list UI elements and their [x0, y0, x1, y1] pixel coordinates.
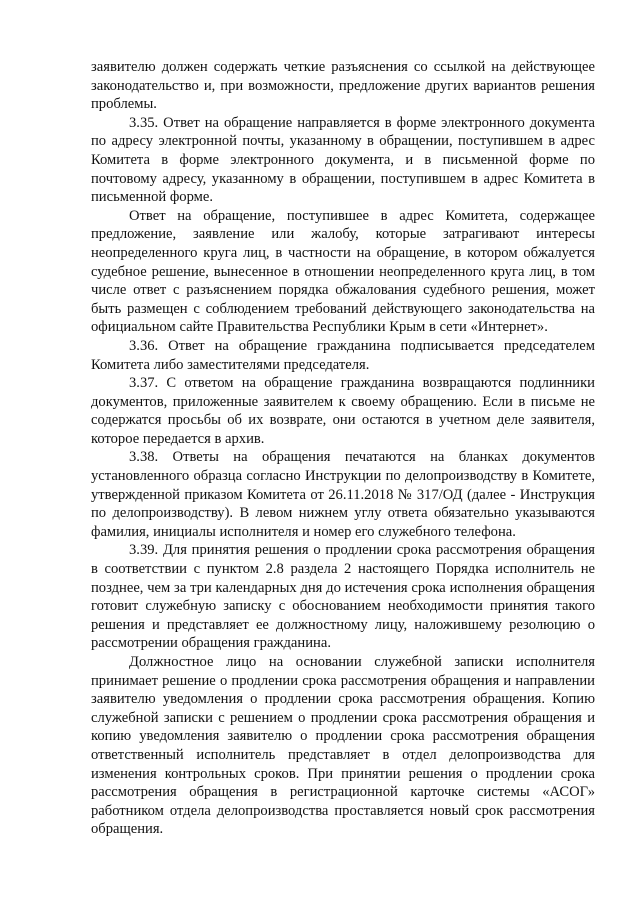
paragraph-3-39: 3.39. Для принятия решения о продлении срока рассмотрения обращения в соответствии с пунктом 2.8 раздела 2 настоящего Порядка исполнитель не позднее, чем за три календарных дня до истечения срока исполнения обращения готовит служебную записку с обоснованием необходимости принятия такого решения и представляет ее должностному лицу, наложившему резолюцию о рассмотрении обращения гражданина. — [91, 542, 595, 652]
paragraph-official-decision: Должностное лицо на основании служебной записки исполнителя принимает решение о продлении срока рассмотрения обращения и направлении заявителю уведомления о продлении срока рассмотрения обращения. Копию служебной записки с решением о продлении срока рассмотрения обращения и копию уведомления заявителю о продлении срока рассмотрения обращения ответственный исполнитель представляет в отдел делопроизводства для изменения контрольных сроков. При принятии решения о продлении срока рассмотрения обращения в регистрационной карточке системы «АСОГ» работником отдела делопроизводства проставляется новый срок рассмотрения обращения. — [91, 654, 595, 838]
paragraph-3-35: 3.35. Ответ на обращение направляется в форме электронного документа по адресу электронной почты, указанному в обращении, поступившем в адрес Комитета в форме электронного документа, и в письменной форме по почтовому адресу, указанному в обращении, поступившем в адрес Комитета в письменной форме. — [91, 114, 595, 206]
document-page — [91, 58, 595, 839]
paragraph-response-publication: Ответ на обращение, поступившее в адрес Комитета, содержащее предложение, заявление или жалобу, которые затрагивают интересы неопределенного круга лиц, в частности на обращение, в котором обжалуется судебное решение, вынесенное в отношении неопределенного круга лиц, в том числе ответ с разъяснением порядка обжалования судебного решения, может быть размещен с соблюдением требований действующего законодательства на официальном сайте Правительства Республики Крым в сети «Интернет». — [91, 207, 595, 336]
paragraph-continuation: заявителю должен содержать четкие разъяснения со ссылкой на действующее законодательство и, при возможности, предложение других вариантов решения проблемы. — [91, 59, 595, 113]
paragraph-3-36: 3.36. Ответ на обращение гражданина подписывается председателем Комитета либо заместителями председателя. — [91, 337, 595, 373]
paragraph-3-38: 3.38. Ответы на обращения печатаются на бланках документов установленного образца согласно Инструкции по делопроизводству в Комитете, утвержденной приказом Комитета от 26.11.2018 № 317/ОД (далее - Инструкция по делопроизводству). В левом нижнем углу ответа обязательно указываются фамилия, инициалы исполнителя и номер его служебного телефона. — [91, 449, 595, 540]
paragraph-3-37: 3.37. С ответом на обращение гражданина возвращаются подлинники документов, приложенные заявителем к своему обращению. Если в письме не содержатся просьбы об их возврате, они остаются в учетном деле заявителя, которое передается в архив. — [91, 375, 595, 447]
